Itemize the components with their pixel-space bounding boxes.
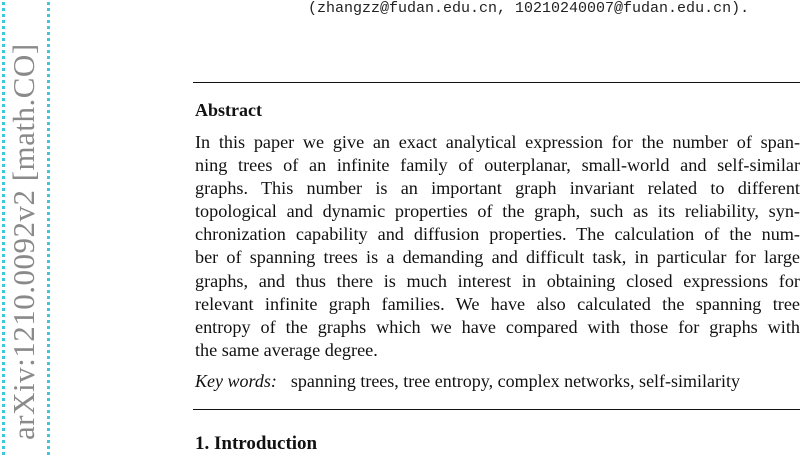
author-emails: (zhangzz@fudan.edu.cn, 10210240007@fudan.edu.cn). — [308, 0, 750, 17]
abstract-line: In this paper we give an exact analytical expression for the number of span- — [195, 132, 800, 152]
keywords-text: spanning trees, tree entropy, complex networks, self-similarity — [290, 371, 741, 391]
abstract-line: graphs, and thus there is much interest in obtaining closed expressions for — [195, 270, 800, 291]
keywords — [195, 371, 740, 392]
abstract-line: topological and dynamic properties of the graph, such as its reliability, syn- — [195, 201, 800, 222]
abstract-line: ning trees of an infinite family of outerplanar, small-world and self-similar — [195, 155, 800, 176]
abstract-line: relevant infinite graph families. We have also calculated the spanning tree — [195, 293, 800, 314]
abstract-line: entropy of the graphs which we have compared with those for graphs with — [195, 316, 800, 337]
abstract-body — [195, 131, 800, 362]
abstract-heading: Abstract — [195, 100, 262, 120]
abstract-line: graphs. This number is an important graph invariant related to different — [195, 178, 800, 199]
abstract-line: chronization capability and diffusion properties. The calculation of the num- — [195, 224, 800, 245]
abstract-line: the same average degree. — [195, 339, 378, 360]
arxiv-stamp: arXiv:1210.0092v2 [math.CO] — [6, 43, 41, 440]
keywords-label: Key words: — [195, 371, 277, 391]
section-heading: 1. Introduction — [195, 433, 318, 454]
top-rule — [193, 82, 800, 83]
abstract-line: ber of spanning trees is a demanding and difficult task, in particular for large — [195, 247, 800, 268]
bottom-rule — [193, 409, 800, 410]
